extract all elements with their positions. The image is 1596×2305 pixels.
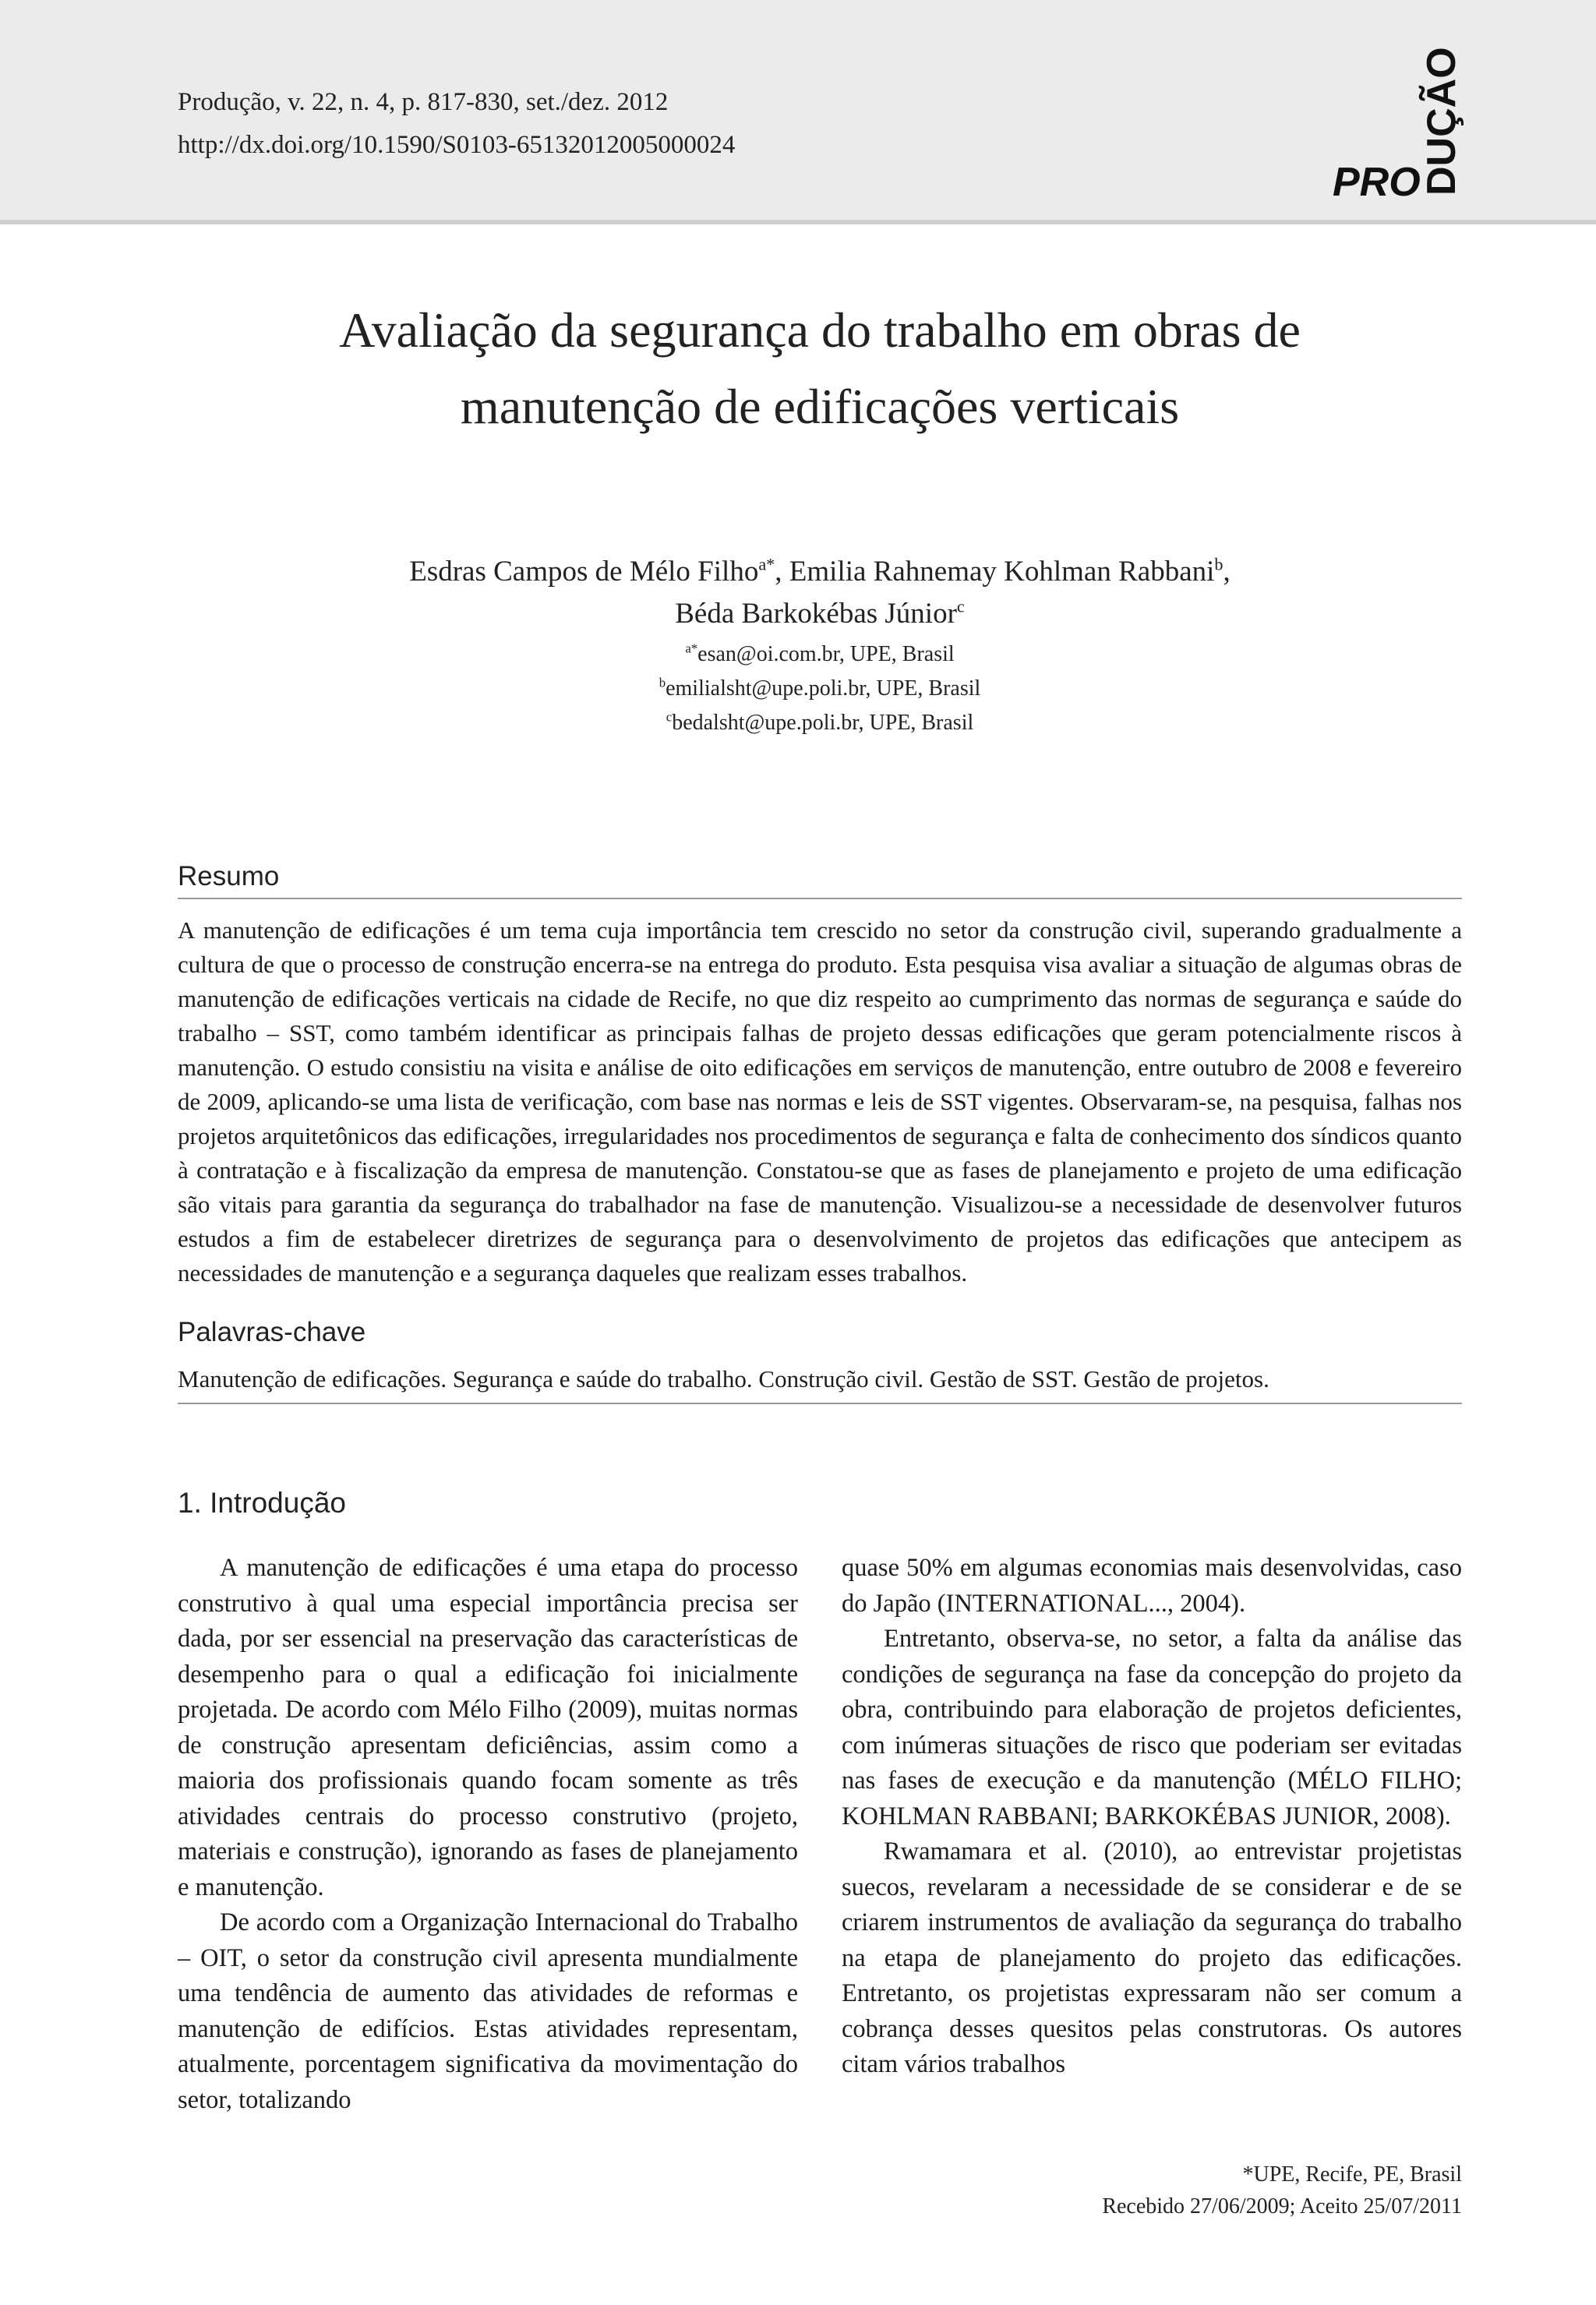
affiliation-mark: b — [659, 675, 666, 690]
author-emails — [178, 637, 1462, 740]
author-separator: , — [1223, 556, 1231, 588]
section-heading-introduction: 1. Introdução — [178, 1487, 346, 1519]
email-text[interactable]: bedalsht@upe.poli.br, UPE, Brasil — [672, 711, 974, 735]
author-name: Béda Barkokébas Júnior — [675, 598, 957, 630]
author-line-1 — [178, 551, 1462, 593]
abstract-heading: Resumo — [178, 861, 280, 891]
keywords-text: Manutenção de edificações. Segurança e saúde do trabalho. Construção civil. Gestão de SST. Gestão de projetos. — [178, 1365, 1269, 1393]
logo-ducao: DUÇÃO — [1419, 47, 1464, 196]
abstract-top-rule — [178, 898, 1462, 899]
paragraph: Entretanto, observa-se, no setor, a falta da análise das condições de segurança na fase da concepção do projeto da obra, contribuindo para elaboração de projetos deficientes, com inúmeras situações de risco que poderiam ser evitadas nas fases de execução e da manutenção (MÉLO FILHO; KOHLMAN RABBANI; BARKOKÉBAS JUNIOR, 2008). — [842, 1625, 1462, 1830]
affiliation-mark: b — [1214, 554, 1223, 574]
email-text[interactable]: emilialsht@upe.poli.br, UPE, Brasil — [666, 676, 981, 701]
affiliation-mark: a* — [685, 641, 698, 656]
title-line-2: manutenção de edificações verticais — [460, 379, 1180, 434]
email-text[interactable]: esan@oi.com.br, UPE, Brasil — [697, 642, 955, 666]
footnote — [842, 2159, 1462, 2222]
keywords-heading: Palavras-chave — [178, 1317, 366, 1347]
email-line — [178, 637, 1462, 672]
keywords-bottom-rule — [178, 1403, 1462, 1404]
affiliation-mark: a* — [758, 554, 775, 574]
author-name: Emilia Rahnemay Kohlman Rabbani — [789, 556, 1215, 588]
body-column-left — [178, 1551, 798, 2118]
footnote-affiliation: *UPE, Recife, PE, Brasil — [1242, 2162, 1462, 2187]
article-title — [178, 292, 1462, 445]
author-list — [178, 551, 1462, 635]
header-divider — [0, 220, 1596, 224]
logo-pro: PRO — [1333, 160, 1421, 205]
email-line — [178, 706, 1462, 740]
abstract-text: A manutenção de edificações é um tema cuja importância tem crescido no setor da construção civil, superando gradualmente a cultura de que o processo de construção encerra-se na entrega do produto. Esta pesquisa visa avaliar a situação de algumas obras de manutenção de edificações verticais na cidade de Recife, no que diz respeito ao cumprimento das normas de segurança e saúde do trabalho – SST, como também identificar as principais falhas de projeto dessas edificações que geram potencialmente riscos à manutenção. O estudo consistiu na visita e análise de oito edificações em serviços de manutenção, entre outubro de 2008 e fevereiro de 2009, aplicando-se uma lista de verificação, com base nas normas e leis de SST vigentes. Observaram-se, na pesquisa, falhas nos projetos arquitetônicos das edificações, irregularidades nos procedimentos de segurança e falta de conhecimento dos síndicos quanto à contratação e à fiscalização da empresa de manutenção. Constatou-se que as fases de planejamento e projeto de uma edificação são vitais para garantia da segurança do trabalhador na fase de manutenção. Visualizou-se a necessidade de desenvolver futuros estudos a fim de estabelecer diretrizes de segurança para o desenvolvimento de projetos das edificações que antecipem as necessidades de manutenção e a segurança daqueles que realizam esses trabalhos. — [178, 916, 1462, 1287]
paragraph: De acordo com a Organização Internacional do Trabalho – OIT, o setor da construção civil apresenta mundialmente uma tendência de aumento das atividades de reformas e manutenção de edifícios. Estas atividades representam, atualmente, porcentagem significativa da movimentação do setor, totalizando — [178, 1908, 798, 2114]
author-separator: , — [775, 556, 789, 588]
paragraph: A manutenção de edificações é uma etapa do processo construtivo à qual uma especial importância precisa ser dada, por ser essencial na preservação das características de desempenho para o qual a edificação foi inicialmente projetada. De acordo com Mélo Filho (2009), muitas normas de construção apresentam deficiências, assim como a maioria dos profissionais quando focam somente as três atividades centrais do processo construtivo (projeto, materiais e construção), ignorando as fases de planejamento e manutenção. — [178, 1554, 798, 1901]
citation-volume: Produção, v. 22, n. 4, p. 817-830, set./dez. 2012 — [178, 88, 669, 116]
footnote-dates: Recebido 27/06/2009; Aceito 25/07/2011 — [1102, 2194, 1462, 2219]
author-line-2 — [178, 593, 1462, 635]
author-name: Esdras Campos de Mélo Filho — [409, 556, 759, 588]
paragraph-continued: quase 50% em algumas economias mais desenvolvidas, caso do Japão (INTERNATIONAL..., 2004). — [842, 1554, 1462, 1618]
producao-logo — [1326, 43, 1467, 206]
body-column-right — [842, 1551, 1462, 2083]
email-line — [178, 672, 1462, 706]
affiliation-mark: c — [666, 709, 673, 725]
paragraph: Rwamamara et al. (2010), ao entrevistar projetistas suecos, revelaram a necessidade de se considerar e de se criarem instrumentos de avaliação da segurança do trabalho na etapa de planejamento do projeto das edificações. Entretanto, os projetistas expressaram não ser comum a cobrança desses quesitos pelas construtoras. Os autores citam vários trabalhos — [842, 1837, 1462, 2078]
journal-citation — [178, 81, 735, 167]
title-line-1: Avaliação da segurança do trabalho em obras de — [339, 302, 1301, 358]
affiliation-mark: c — [956, 596, 965, 616]
citation-doi-link[interactable]: http://dx.doi.org/10.1590/S0103-65132012005000024 — [178, 131, 736, 159]
